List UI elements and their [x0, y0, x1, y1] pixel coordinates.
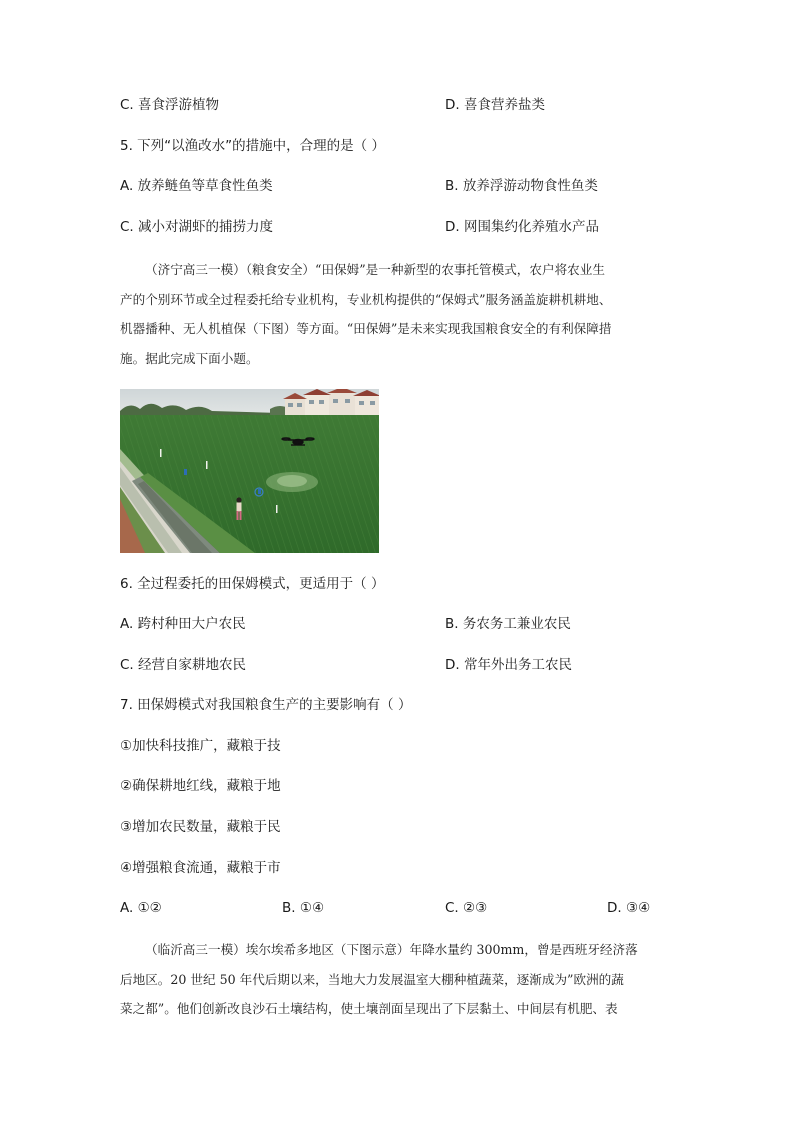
option-7b: B. ①④	[282, 900, 325, 916]
option-6c: C. 经营自家耕地农民	[120, 657, 247, 673]
statement-4: ④增强粮食流通，藏粮于市	[120, 860, 281, 876]
question-6-stem: 6. 全过程委托的田保姆模式，更适用于（ ）	[120, 576, 385, 592]
option-6d: D. 常年外出务工农民	[445, 657, 572, 673]
option-5c: C. 减小对湖虾的捕捞力度	[120, 219, 274, 235]
option-5b: B. 放养浮游动物食性鱼类	[445, 178, 598, 194]
passage-2-line-3: 菜之都”。他们创新改良沙石土壤结构，使土壤剖面呈现出了下层黏土、中间层有机肥、表	[120, 1001, 618, 1016]
statement-3: ③增加农民数量，藏粮于民	[120, 819, 281, 835]
option-7d: D. ③④	[607, 900, 651, 916]
passage-1	[120, 255, 675, 373]
option-4c: C. 喜食浮游植物	[120, 97, 220, 113]
option-7c: C. ②③	[445, 900, 488, 916]
option-7a: A. ①②	[120, 900, 162, 916]
passage-1-line-4: 施。据此完成下面小题。	[120, 350, 259, 366]
passage-1-line-2: 产的个别环节或全过程委托给专业机构，专业机构提供的“保姆式”服务涵盖旋耕机耕地、	[120, 291, 612, 307]
passage-2-line-1: （临沂高三一模）埃尔埃希多地区（下图示意）年降水量约 300mm，曾是西班牙经济落	[145, 942, 638, 957]
option-4d: D. 喜食营养盐类	[445, 97, 545, 113]
option-5a: A. 放养鲢鱼等草食性鱼类	[120, 178, 273, 194]
question-5-stem: 5. 下列“以渔改水”的措施中，合理的是（ ）	[120, 138, 385, 154]
option-6a: A. 跨村种田大户农民	[120, 616, 246, 632]
passage-2	[120, 935, 675, 1024]
drone-rice-field-photo	[120, 389, 379, 553]
passage-1-line-3: 机器播种、无人机植保（下图）等方面。“田保姆”是未来实现我国粮食安全的有利保障措	[120, 321, 612, 336]
passage-2-line-2: 后地区。20 世纪 50 年代后期以来，当地大力发展温室大棚种植蔬菜，逐渐成为”欧洲的蔬	[120, 971, 624, 987]
passage-1-line-1: （济宁高三一模）（粮食安全）“田保姆”是一种新型的农事托管模式，农户将农业生	[145, 262, 605, 277]
statement-2: ②确保耕地红线，藏粮于地	[120, 778, 281, 794]
option-5d: D. 网围集约化养殖水产品	[445, 219, 599, 235]
statement-1: ①加快科技推广，藏粮于技	[120, 738, 281, 754]
question-7-stem: 7. 田保姆模式对我国粮食生产的主要影响有（ ）	[120, 697, 412, 713]
option-6b: B. 务农务工兼业农民	[445, 616, 571, 632]
